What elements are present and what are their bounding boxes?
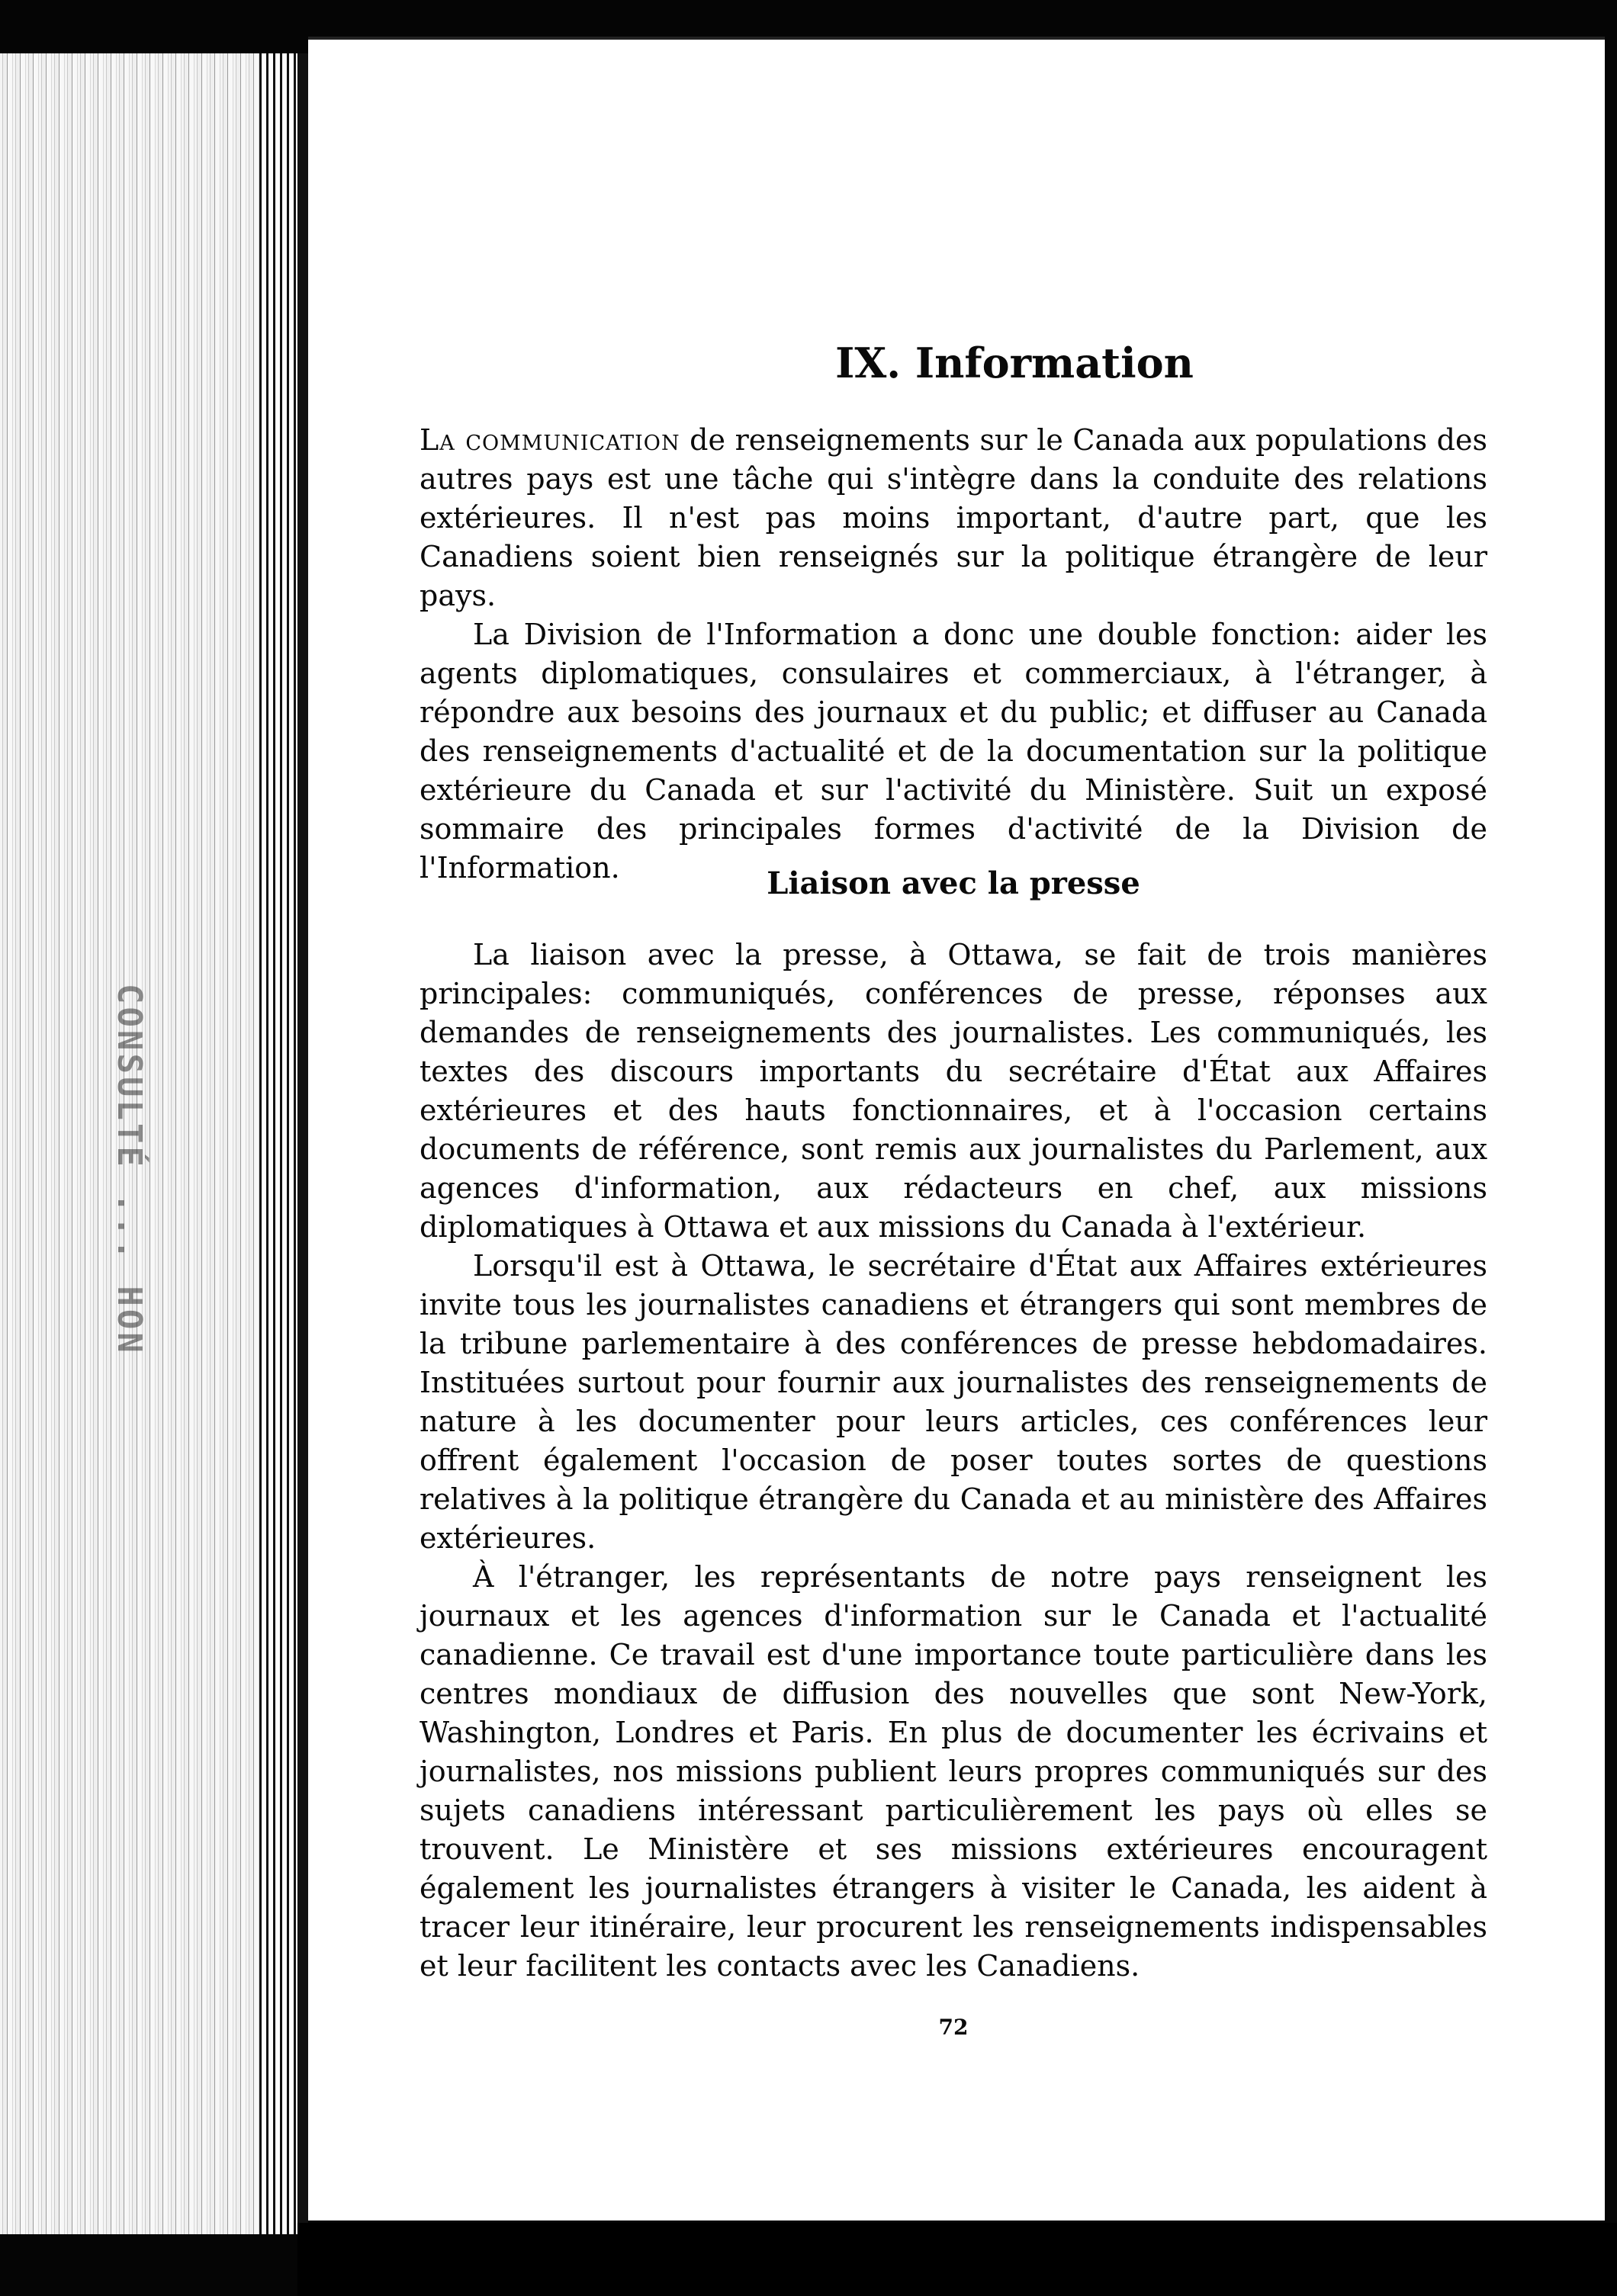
section-paragraph-2: Lorsqu'il est à Ottawa, le secrétaire d'État aux Affaires extérieures invite tous les journalistes canadiens et étrangers qui sont membres de la tribune parlementaire à des conférences de presse hebdomadaires. Instituées surtout pour fournir aux journalistes des renseignements de nature à les documenter pour leurs articles, ces conférences leur offrent également l'occasion de poser toutes sortes de questions relatives à la politique étrangère du Canada et au ministère des Affaires extérieures. xyxy=(420,1249,1487,1555)
book-page-edges xyxy=(0,53,308,2234)
book-page xyxy=(308,37,1605,2221)
library-stamp xyxy=(103,984,233,1380)
section-body xyxy=(420,936,1487,1986)
library-stamp-text: CONSULTÉ ... HON xyxy=(110,984,149,1356)
intro-paragraph-1-text: de renseignements sur le Canada aux populations des autres pays est une tâche qui s'intègre dans la conduite des relations extérieures. Il n'est pas moins important, d'autre part, que les Canadiens soient bien renseignés sur la politique étrangère de leur pays. xyxy=(420,423,1487,612)
section-paragraph-3: À l'étranger, les représentants de notre pays renseignent les journaux et les agences d'information sur le Canada et l'actualité canadienne. Ce travail est d'une importance toute particulière dans les centres mondiaux de diffusion des nouvelles que sont New-York, Washington, Londres et Paris. En plus de documenter les écrivains et journalistes, nos missions publient leurs propres communiqués sur des sujets canadiens intéressant particulièrement les pays où elles se trouvent. Le Ministère et ses missions extérieures encouragent également les journalistes étrangers à visiter le Canada, les aident à tracer leur itinéraire, leur procurent les renseignements indispensables et leur facilitent les contacts avec les Canadiens. xyxy=(420,1560,1487,1983)
intro-lead-smallcaps: La communication xyxy=(420,423,680,457)
section-paragraph-1: La liaison avec la presse, à Ottawa, se fait de trois manières principales: communiqués, conférences de presse, réponses aux demandes de renseignements des journalistes. Les communiqués, les textes des discours importants du secrétaire d'État aux Affaires extérieures et des hauts fonctionnaires, et à l'occasion certains documents de référence, sont remis aux journalistes du Parlement, aux agences d'information, aux rédacteurs en chef, aux missions diplomatiques à Ottawa et aux missions du Canada à l'extérieur. xyxy=(420,938,1487,1244)
intro-paragraph-1 xyxy=(420,421,1487,615)
section-title: Liaison avec la presse xyxy=(767,865,1140,901)
page-number: 72 xyxy=(938,2015,969,2040)
intro-paragraph-2: La Division de l'Information a donc une double fonction: aider les agents diplomatiques, consulaires et commerciaux, à l'étranger, à répondre aux besoins des journaux et du public; et diffuser au Canada des renseignements d'actualité et de la documentation sur la politique extérieure du Canada et sur l'activité du Ministère. Suit un exposé sommaire des principales formes d'activité de la Division de l'Information. xyxy=(420,618,1487,885)
scan-bottom-edge xyxy=(297,2223,1617,2296)
chapter-intro xyxy=(420,421,1487,888)
chapter-title: IX. Information xyxy=(835,339,1194,387)
